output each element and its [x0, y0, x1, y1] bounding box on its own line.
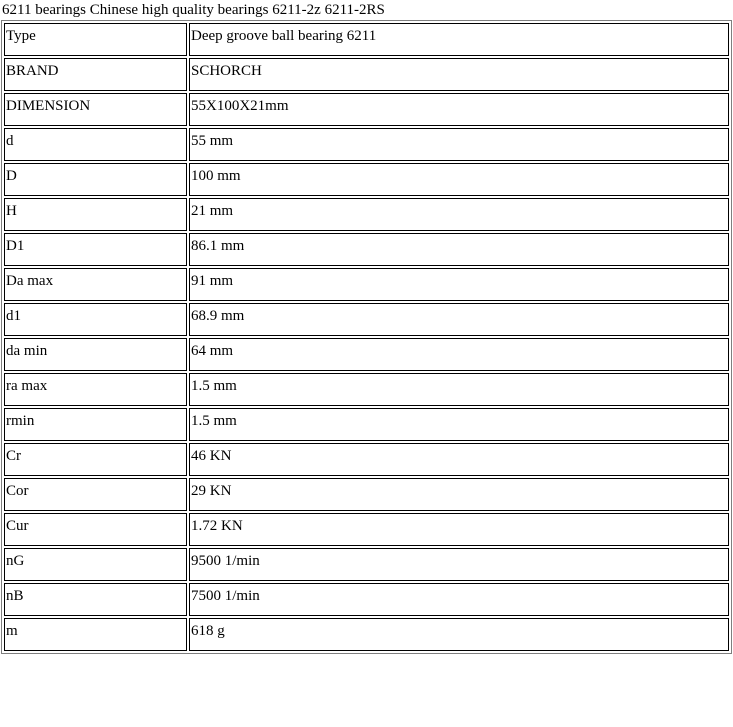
spec-label-cell: da min [4, 338, 187, 371]
spec-value-cell: 64 mm [189, 338, 729, 371]
table-row [4, 583, 729, 616]
table-row [4, 58, 729, 91]
spec-value-cell: 55 mm [189, 128, 729, 161]
spec-value-cell: 1.5 mm [189, 408, 729, 441]
spec-label-cell: rmin [4, 408, 187, 441]
spec-value-cell: 618 g [189, 618, 729, 651]
table-row [4, 233, 729, 266]
table-row [4, 408, 729, 441]
spec-value-cell: Deep groove ball bearing 6211 [189, 23, 729, 56]
page-title: 6211 bearings Chinese high quality bearings 6211-2z 6211-2RS [2, 2, 385, 18]
spec-value-cell: 29 KN [189, 478, 729, 511]
table-row [4, 163, 729, 196]
spec-label-cell: Cr [4, 443, 187, 476]
spec-label-cell: BRAND [4, 58, 187, 91]
spec-value-cell: 100 mm [189, 163, 729, 196]
table-row [4, 23, 729, 56]
spec-label-cell: D [4, 163, 187, 196]
spec-label-cell: nG [4, 548, 187, 581]
spec-value-cell: 46 KN [189, 443, 729, 476]
table-row [4, 303, 729, 336]
spec-value-cell: 86.1 mm [189, 233, 729, 266]
table-row [4, 268, 729, 301]
table-row [4, 548, 729, 581]
spec-table [1, 20, 732, 654]
spec-label-cell: Cor [4, 478, 187, 511]
table-row [4, 93, 729, 126]
spec-label-cell: ra max [4, 373, 187, 406]
spec-label-cell: Cur [4, 513, 187, 546]
spec-value-cell: SCHORCH [189, 58, 729, 91]
spec-label-cell: nB [4, 583, 187, 616]
table-row [4, 478, 729, 511]
spec-value-cell: 1.72 KN [189, 513, 729, 546]
table-row [4, 618, 729, 651]
table-row [4, 373, 729, 406]
spec-label-cell: d [4, 128, 187, 161]
spec-value-cell: 9500 1/min [189, 548, 729, 581]
table-row [4, 128, 729, 161]
spec-value-cell: 91 mm [189, 268, 729, 301]
spec-label-cell: Da max [4, 268, 187, 301]
spec-value-cell: 7500 1/min [189, 583, 729, 616]
table-row [4, 338, 729, 371]
spec-table-body [4, 23, 729, 651]
table-row [4, 198, 729, 231]
table-row [4, 513, 729, 546]
spec-value-cell: 55X100X21mm [189, 93, 729, 126]
table-row [4, 443, 729, 476]
spec-value-cell: 21 mm [189, 198, 729, 231]
spec-label-cell: H [4, 198, 187, 231]
spec-label-cell: D1 [4, 233, 187, 266]
spec-value-cell: 1.5 mm [189, 373, 729, 406]
spec-label-cell: DIMENSION [4, 93, 187, 126]
spec-label-cell: Type [4, 23, 187, 56]
spec-value-cell: 68.9 mm [189, 303, 729, 336]
spec-label-cell: d1 [4, 303, 187, 336]
spec-label-cell: m [4, 618, 187, 651]
